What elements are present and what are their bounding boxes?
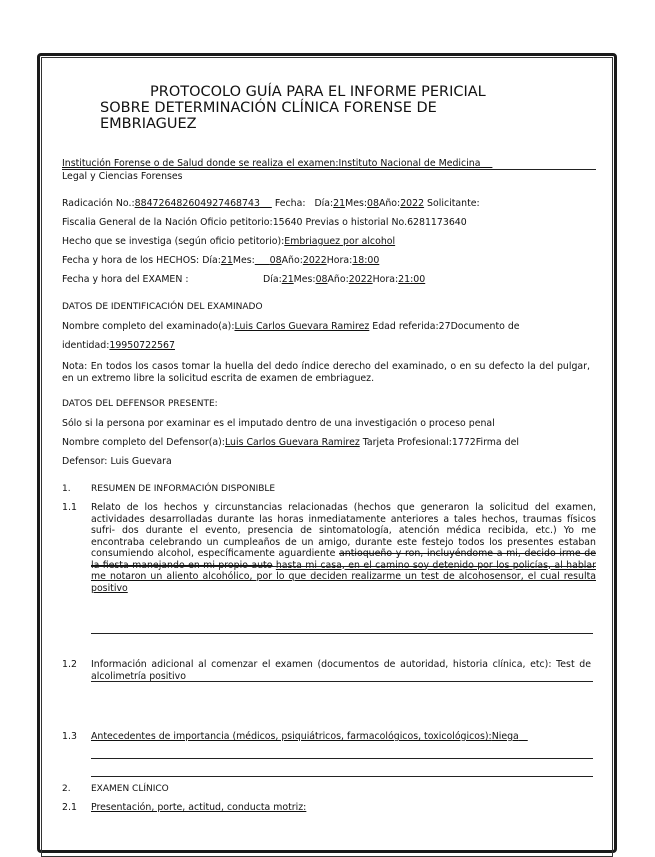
- institution-value-2: Legal y Ciencias Forenses: [62, 171, 183, 182]
- institution-value-1: Instituto Nacional de Medicina: [338, 158, 481, 169]
- fecha-examen-hora: 21:00: [398, 274, 426, 285]
- defensor-heading: DATOS DEL DEFENSOR PRESENTE:: [62, 399, 218, 409]
- oficio-value: 15640: [272, 217, 303, 228]
- radicacion-value: 884726482604927468743: [134, 198, 260, 209]
- radicacion-row: [62, 198, 480, 209]
- solicitante-label: Solicitante:: [427, 198, 480, 209]
- defensor-row: [62, 437, 519, 448]
- fecha-examen-mes-label: Mes:: [293, 274, 316, 285]
- item-1-1-relato-b: antioqueño y ron, incluyéndome a mi, decido irme de la fiesta manejando en mi propio auto: [91, 548, 596, 571]
- previas-value: 6281173640: [407, 217, 467, 228]
- fecha-examen-row: [62, 274, 188, 285]
- item-2-1-text: [91, 802, 306, 813]
- identidad-value: 19950722567: [109, 340, 175, 351]
- defensor-nombre-label: Nombre completo del Defensor(a):: [62, 437, 225, 448]
- item-1-1-text: [91, 502, 596, 594]
- item-1-1-number: 1.1: [62, 502, 77, 513]
- examinado-row: [62, 321, 520, 332]
- fecha-examen-dia: 21: [281, 274, 294, 285]
- radicacion-label: Radicación No.:: [62, 198, 135, 209]
- examinado-nombre: Luis Carlos Guevara Ramirez: [234, 321, 370, 332]
- title-line-2: SOBRE DETERMINACIÓN CLÍNICA FORENSE DE: [100, 100, 437, 116]
- item-1-2-line: [91, 681, 593, 682]
- item-2-1-number: 2.1: [62, 802, 77, 813]
- fecha-examen-values: [263, 274, 425, 285]
- item-1-1-line-b: [91, 633, 593, 634]
- item-1-3-label: Antecedentes de importancia (médicos, psiquiátricos, farmacológicos, toxicológicos):: [91, 731, 492, 742]
- fecha-hechos-row: [62, 255, 379, 266]
- item-2-1-label: Presentación, porte, actitud, conducta motriz:: [91, 802, 307, 813]
- fecha-examen-mes: 08: [315, 274, 328, 285]
- examinado-label: Nombre completo del examinado(a):: [62, 321, 235, 332]
- section-2-heading: EXAMEN CLÍNICO: [91, 784, 169, 794]
- defensor-solo: Sólo si la persona por examinar es el imputado dentro de una investigación o proceso penal: [62, 418, 495, 429]
- fecha-examen-label: Fecha y hora del EXAMEN :: [62, 274, 189, 285]
- fiscalia-text: Fiscalia General de la Nación Oficio petitorio:: [62, 217, 273, 228]
- ano-value: 2022: [400, 198, 425, 209]
- hecho-label: Hecho que se investiga (según oficio petitorio):: [62, 236, 285, 247]
- fecha-hechos-mes-label: Mes:: [232, 255, 255, 266]
- item-1-1-relato-a: Yo me encontraba celebrando un cumpleaños de un amigo, durante este festejo todos los presentes estaban consumiendo alcohol, específicamente aguardiente: [91, 525, 596, 559]
- item-1-1-intro: Relato de los hechos y circunstancias relacionadas (hechos que generaron la solicitud del examen, actividades desarrolladas durante las horas inmediatamente anteriores a tales hechos, traumas físicos sufri- dos durante el evento, presencia de sintomatología, atención médica recibida, etc.): [91, 502, 596, 536]
- fecha-hechos-label: Fecha y hora de los HECHOS: Día:: [62, 255, 221, 266]
- defensor-nombre: Luis Carlos Guevara Ramirez: [224, 437, 360, 448]
- section-1-heading: RESUMEN DE INFORMACIÓN DISPONIBLE: [91, 484, 276, 494]
- item-1-2-text: [91, 659, 591, 682]
- fecha-hechos-ano: 2022: [302, 255, 327, 266]
- item-1-3-line-a: [91, 758, 593, 759]
- mes-value: 08: [367, 198, 379, 209]
- nota-text: Nota: En todos los casos tomar la huella del dedo índice derecho del examinado, o en su defecto la del pulgar, en un extremo libre la solicitud escrita de examen de embriaguez.: [62, 361, 590, 384]
- item-1-2-label: Información adicional al comenzar el examen (documentos de autoridad, historia clínica, etc):: [91, 659, 557, 670]
- mes-label: Mes:: [345, 198, 368, 209]
- item-1-2-value: Test de alcolimetría positivo: [91, 659, 591, 682]
- documento-label: Documento de: [450, 321, 520, 332]
- fecha-label: Fecha:: [274, 198, 306, 209]
- institution-underline: [62, 169, 596, 170]
- item-1-3-row: [91, 731, 528, 742]
- identificacion-heading: DATOS DE IDENTIFICACIÓN DEL EXAMINADO: [62, 302, 263, 312]
- edad-label: Edad referida:: [369, 321, 439, 332]
- fecha-examen-ano: 2022: [348, 274, 373, 285]
- document-title: [100, 84, 486, 132]
- institution-row: [62, 158, 492, 169]
- item-1-3-value: Niega: [491, 731, 519, 742]
- fecha-hechos-ano-label: Año:: [281, 255, 303, 266]
- identidad-label: identidad:: [62, 340, 110, 351]
- title-line-3: EMBRIAGUEZ: [100, 116, 197, 132]
- fecha-hechos-hora-label: Hora:: [326, 255, 353, 266]
- fecha-hechos-hora: 18:00: [352, 255, 380, 266]
- institution-row-2: [62, 171, 183, 182]
- defensor-firma-row: Defensor: Luis Guevara: [62, 456, 172, 467]
- section-1-number: 1.: [62, 484, 71, 494]
- edad-value: 27: [438, 321, 451, 332]
- fecha-examen-hora-label: Hora:: [372, 274, 399, 285]
- item-1-3-number: 1.3: [62, 731, 77, 742]
- title-line-1: PROTOCOLO GUÍA PARA EL INFORME PERICIAL: [150, 84, 486, 100]
- fecha-examen-dia-label: Día:: [263, 274, 282, 285]
- dia-label: Día:: [314, 198, 334, 209]
- hecho-row: [62, 236, 395, 247]
- previas-label: Previas o historial No.: [302, 217, 408, 228]
- item-1-3-line-b: [91, 776, 593, 777]
- fecha-hechos-mes: 08: [269, 255, 282, 266]
- ano-label: Año:: [378, 198, 401, 209]
- fiscalia-row: [62, 217, 467, 228]
- item-1-1-relato-c: hasta mi casa, en el camino soy detenido por los policías, al hablar me notaron un aliento alcohólico, por lo que deciden realizarme un test de alcohosensor, el cual resulta positivo: [91, 559, 596, 594]
- tarjeta-label: Tarjeta Profesional:: [359, 437, 452, 448]
- fecha-examen-ano-label: Año:: [327, 274, 349, 285]
- item-1-2-number: 1.2: [62, 659, 77, 670]
- dia-value: 21: [333, 198, 346, 209]
- fecha-hechos-dia: 21: [220, 255, 233, 266]
- tarjeta-value: 1772: [451, 437, 476, 448]
- identidad-row: [62, 340, 175, 351]
- hecho-value: Embriaguez por alcohol: [284, 236, 396, 247]
- item-1-1-line-a: [91, 566, 596, 567]
- firma-label: Firma del: [475, 437, 519, 448]
- institution-label: Institución Forense o de Salud donde se realiza el examen:: [62, 158, 339, 169]
- section-2-number: 2.: [62, 784, 71, 794]
